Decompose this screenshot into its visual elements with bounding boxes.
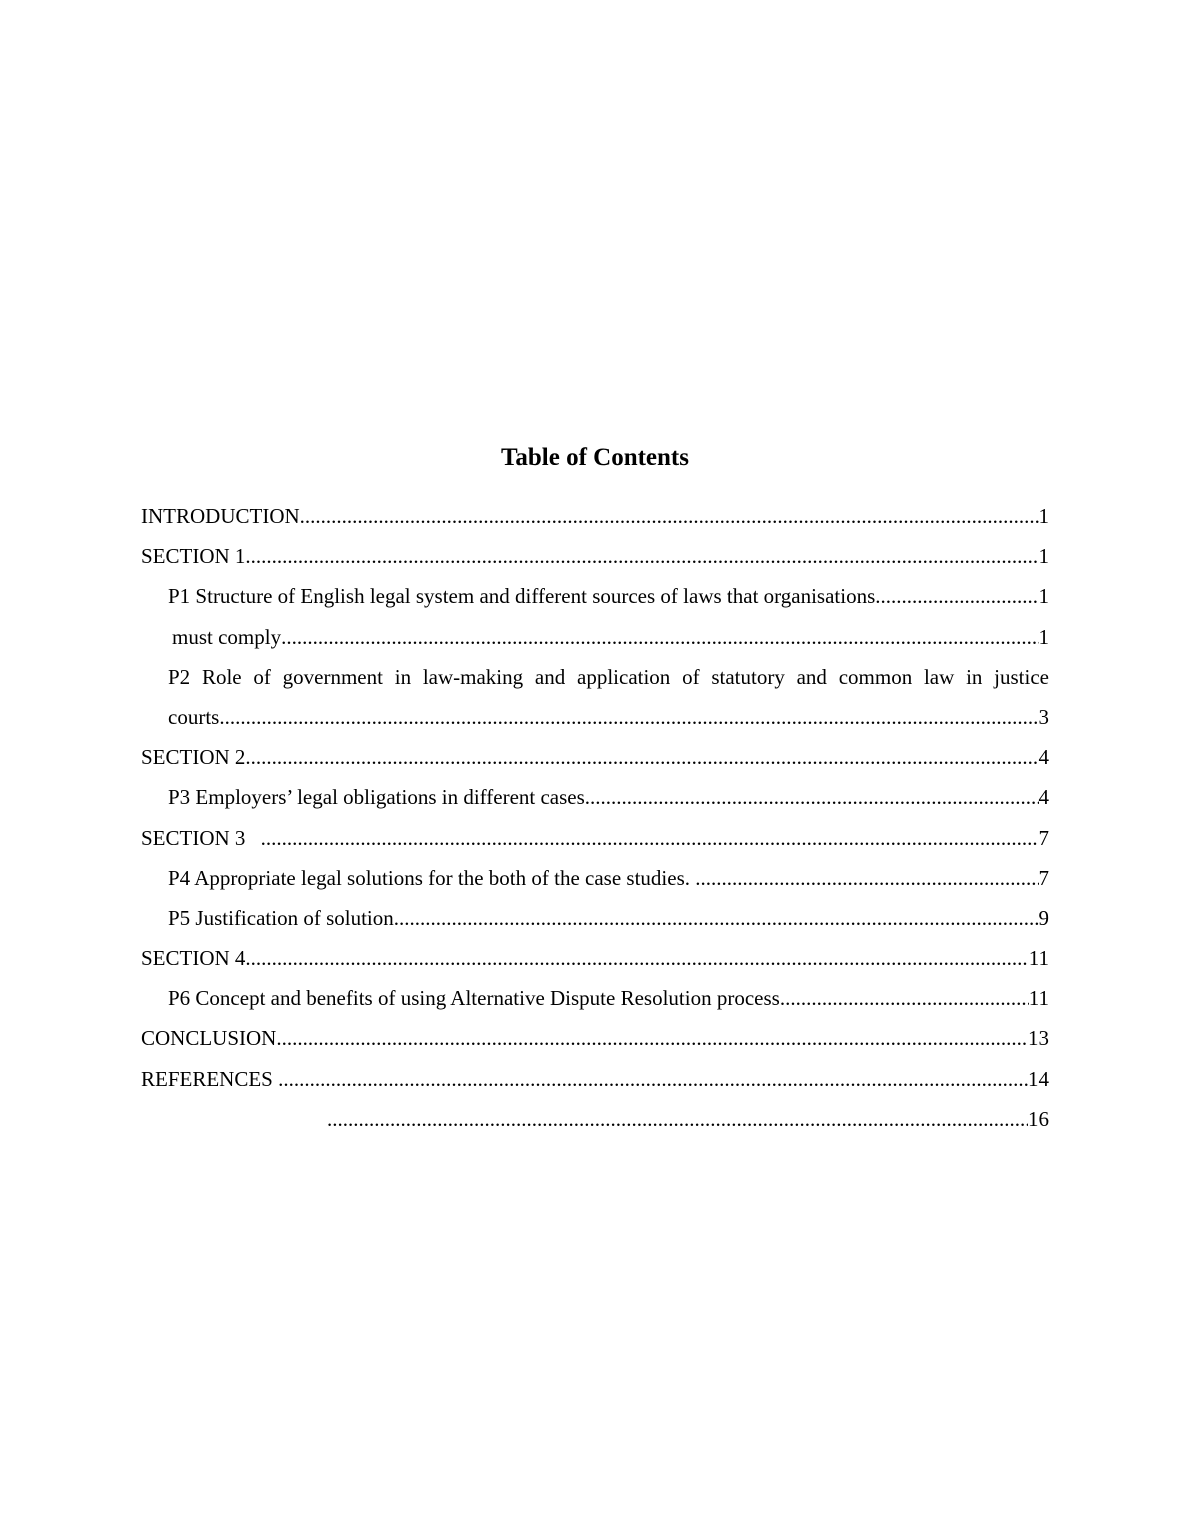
toc-entry-page: 9 <box>1038 905 1049 930</box>
toc-entry-page: 1 <box>1038 544 1049 569</box>
toc-entry-p2-continued[interactable] <box>141 701 1049 741</box>
toc-entry-p2[interactable] <box>141 661 1049 701</box>
toc-entry-label: P1 Structure of English legal system and different sources of laws that organisations <box>168 584 876 609</box>
toc-entry-page: 14 <box>1028 1066 1049 1091</box>
toc-leader-dots <box>695 862 1038 894</box>
toc-entry-unlabeled[interactable] <box>141 1103 1049 1143</box>
toc-entry-page: 1 <box>1038 504 1049 528</box>
toc-entry-p3[interactable] <box>141 781 1049 821</box>
toc-entry-page: 13 <box>1028 1026 1049 1051</box>
toc-entry-p6[interactable] <box>141 982 1049 1022</box>
toc-entry-page: 1 <box>1038 624 1049 649</box>
toc-entry-page: 4 <box>1038 785 1049 810</box>
toc-entry-label: P4 Appropriate legal solutions for the both of the case studies. <box>168 865 696 890</box>
toc-entry-page: 7 <box>1038 825 1049 850</box>
toc-entry-page: 4 <box>1038 745 1049 770</box>
toc-leader-dots <box>585 781 1039 813</box>
toc-entry-section-3[interactable] <box>141 822 1049 862</box>
toc-entry-label: P2 Role of government in law-making and application of statutory and common law in justice <box>168 664 1049 689</box>
toc-entry-label: SECTION 4 <box>141 946 246 971</box>
toc-entry-label: P6 Concept and benefits of using Alternative Dispute Resolution process <box>168 986 780 1011</box>
toc-heading: Table of Contents <box>501 444 689 471</box>
toc-leader-dots <box>300 500 1039 532</box>
toc-leader-dots <box>780 982 1029 1014</box>
toc-leader-dots <box>276 1022 1028 1054</box>
toc-entry-label: REFERENCES <box>141 1066 279 1091</box>
toc-entry-page: 16 <box>1028 1106 1049 1131</box>
toc-leader-dots <box>281 621 1038 653</box>
toc-entry-label: P5 Justification of solution <box>168 905 394 930</box>
toc-entry-page: 11 <box>1028 986 1049 1011</box>
toc-entry-label: must comply <box>172 624 282 649</box>
toc-leader-dots <box>245 741 1038 773</box>
toc-entry-label: courts <box>168 704 220 729</box>
toc-leader-dots <box>327 1103 1028 1135</box>
toc-entry-p5[interactable] <box>141 902 1049 942</box>
toc-entry-p4[interactable] <box>141 862 1049 902</box>
toc-leader-dots <box>251 822 1039 854</box>
toc-list <box>141 500 1049 1143</box>
toc-leader-dots <box>394 902 1039 934</box>
toc-entry-introduction[interactable] <box>141 500 1049 540</box>
toc-entry-label: CONCLUSION <box>141 1026 277 1051</box>
toc-leader-dots <box>245 540 1038 572</box>
toc-entry-p1[interactable] <box>141 580 1049 620</box>
toc-entry-section-4[interactable] <box>141 942 1049 982</box>
toc-leader-dots <box>875 580 1038 612</box>
toc-entry-page: 7 <box>1038 865 1049 890</box>
toc-leader-dots <box>278 1063 1028 1095</box>
toc-entry-label: SECTION 2 <box>141 745 246 770</box>
toc-entry-label: SECTION 1 <box>141 544 246 569</box>
toc-entry-p1-continued[interactable] <box>141 621 1049 661</box>
toc-entry-section-2[interactable] <box>141 741 1049 781</box>
toc-entry-conclusion[interactable] <box>141 1022 1049 1062</box>
toc-entry-label: SECTION 3 <box>141 825 251 850</box>
toc-entry-page: 3 <box>1038 704 1049 729</box>
toc-entry-label: INTRODUCTION <box>141 504 300 528</box>
toc-leader-dots <box>245 942 1028 974</box>
toc-leader-dots <box>219 701 1038 733</box>
toc-entry-section-1[interactable] <box>141 540 1049 580</box>
toc-entry-page: 1 <box>1038 584 1049 609</box>
toc-entry-references[interactable] <box>141 1063 1049 1103</box>
toc-entry-label: P3 Employers’ legal obligations in different cases <box>168 785 585 810</box>
toc-entry-page: 11 <box>1028 946 1049 971</box>
